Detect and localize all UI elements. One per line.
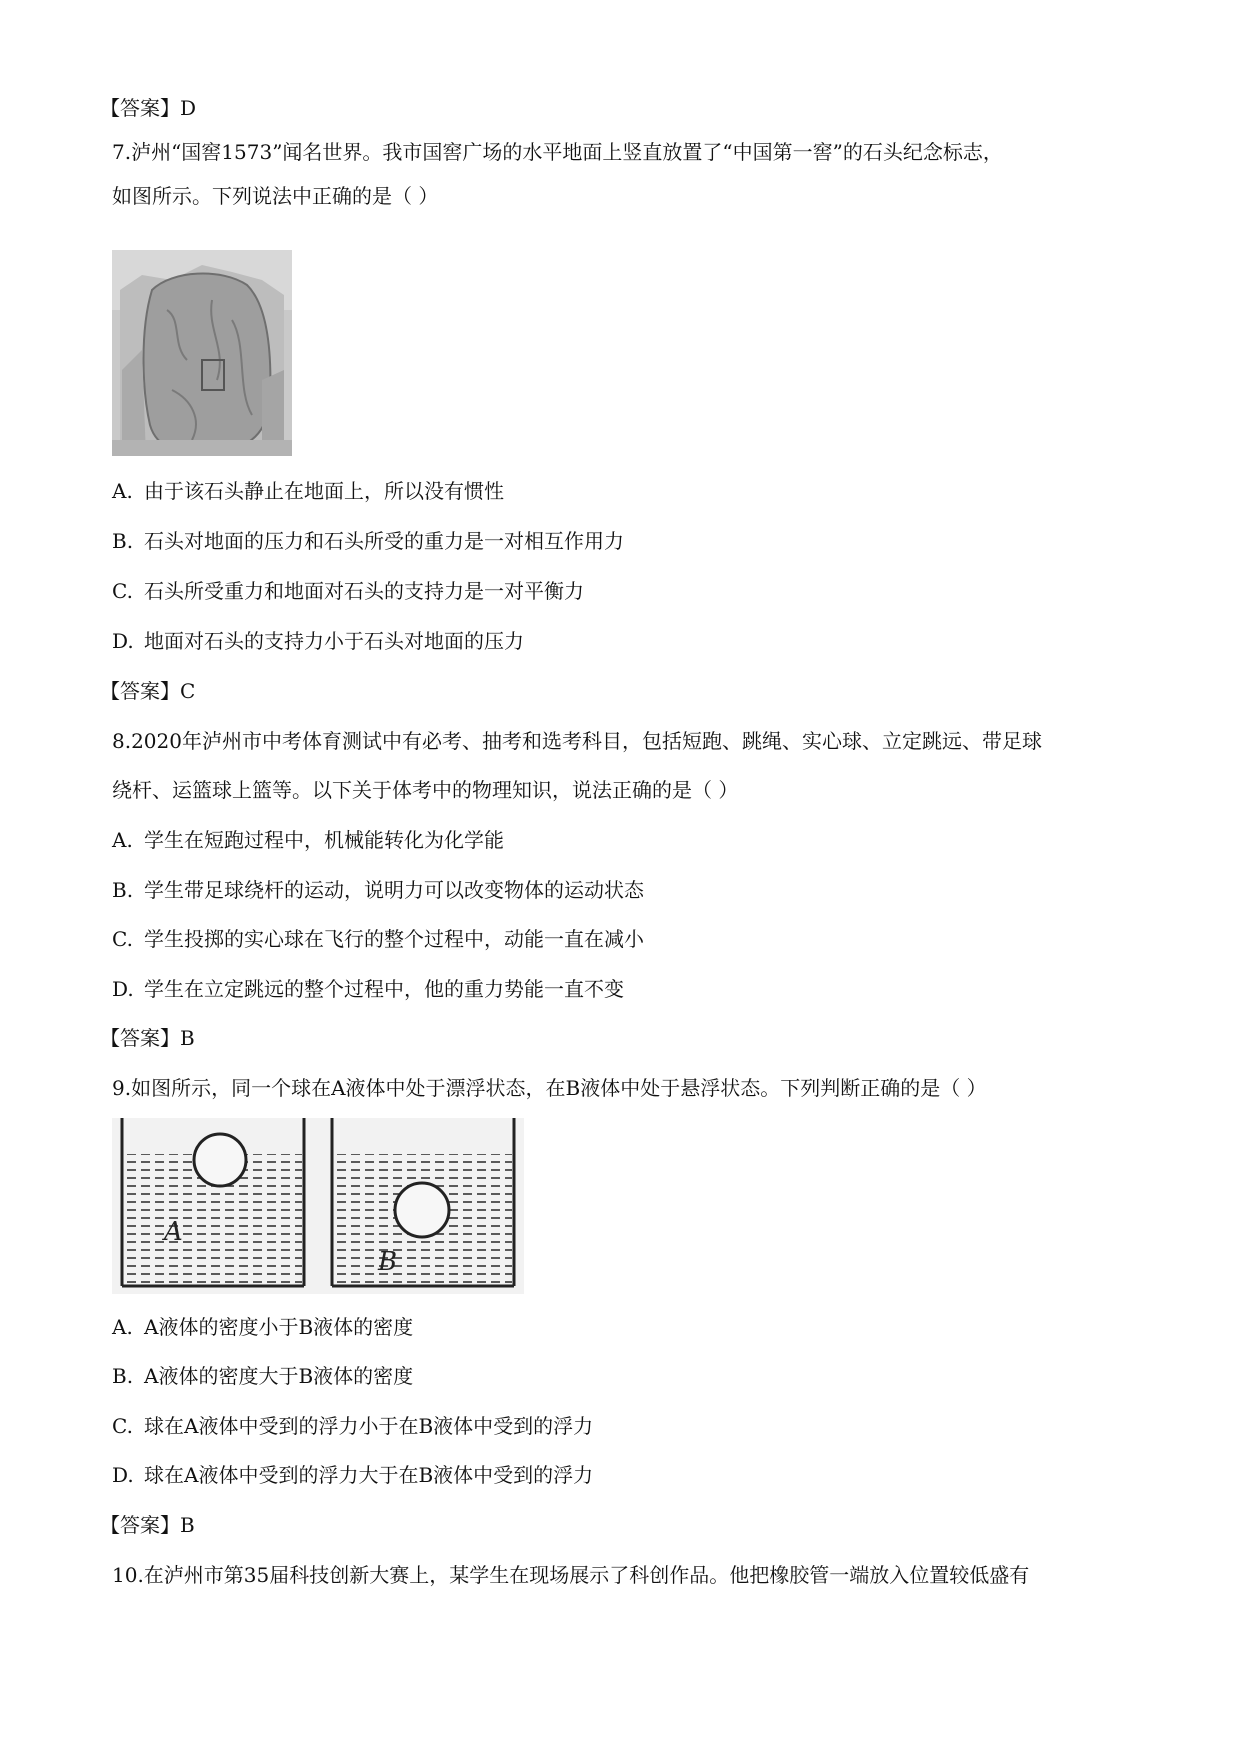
option-label: C.	[112, 1414, 133, 1438]
option-text: 学生投掷的实心球在飞行的整个过程中，动能一直在减小	[144, 927, 644, 951]
option-text: 地面对石头的支持力小于石头对地面的压力	[144, 629, 524, 653]
answer-prefix: 【答案】	[100, 96, 180, 120]
option-text: 学生带足球绕杆的运动，说明力可以改变物体的运动状态	[144, 878, 644, 902]
figure-label-a: A	[164, 1217, 183, 1247]
question-7-option-a[interactable]	[112, 477, 504, 505]
option-text: 石头对地面的压力和石头所受的重力是一对相互作用力	[144, 529, 624, 553]
answer-q8	[100, 1024, 195, 1052]
option-text: 学生在立定跳远的整个过程中，他的重力势能一直不变	[144, 977, 624, 1001]
option-label: A.	[112, 1315, 133, 1339]
stone-monument-figure	[112, 250, 292, 456]
answer-value: C	[180, 679, 196, 703]
question-9-option-b[interactable]	[112, 1362, 413, 1390]
option-label: D.	[112, 629, 134, 653]
option-label: D.	[112, 1463, 134, 1487]
answer-value: B	[180, 1026, 195, 1050]
question-8-option-c[interactable]	[112, 925, 644, 953]
answer-prefix: 【答案】	[100, 1513, 180, 1537]
question-9-option-c[interactable]	[112, 1412, 593, 1440]
option-text: 由于该石头静止在地面上，所以没有惯性	[144, 479, 504, 503]
question-8-option-d[interactable]	[112, 975, 624, 1003]
option-text: 学生在短跑过程中，机械能转化为化学能	[144, 828, 504, 852]
option-text: A液体的密度小于B液体的密度	[144, 1315, 414, 1339]
question-8-option-a[interactable]	[112, 826, 504, 854]
answer-q7	[100, 677, 195, 705]
question-8-line2: 绕杆、运篮球上篮等。以下关于体考中的物理知识，说法正确的是（ ）	[112, 778, 739, 802]
buoyancy-figure	[112, 1118, 524, 1294]
answer-prefix: 【答案】	[100, 679, 180, 703]
question-8-option-b[interactable]	[112, 876, 644, 904]
question-9-option-d[interactable]	[112, 1461, 593, 1489]
answer-value: D	[180, 96, 197, 120]
answer-prefix: 【答案】	[100, 1026, 180, 1050]
question-8-line1: 8.2020年泸州市中考体育测试中有必考、抽考和选考科目，包括短跑、跳绳、实心球、立定跳远、带足球	[112, 729, 1042, 753]
option-label: B.	[112, 878, 134, 902]
question-7-option-b[interactable]	[112, 527, 624, 555]
option-text: 石头所受重力和地面对石头的支持力是一对平衡力	[144, 579, 584, 603]
question-9-option-a[interactable]	[112, 1313, 413, 1341]
question-10-line1: 10.在泸州市第35届科技创新大赛上，某学生在现场展示了科创作品。他把橡胶管一端放入位置较低盛有	[112, 1563, 1030, 1587]
answer-q9	[100, 1511, 195, 1539]
question-7-option-c[interactable]	[112, 577, 584, 605]
option-label: C.	[112, 927, 133, 951]
option-text: A液体的密度大于B液体的密度	[144, 1364, 414, 1388]
question-7-line2: 如图所示。下列说法中正确的是（ ）	[112, 184, 439, 208]
question-9-line1: 9.如图所示，同一个球在A液体中处于漂浮状态，在B液体中处于悬浮状态。下列判断正确的是（ ）	[112, 1076, 987, 1100]
option-label: A.	[112, 479, 133, 503]
figure-label-b: B	[378, 1247, 398, 1277]
option-label: B.	[112, 529, 134, 553]
option-label: A.	[112, 828, 133, 852]
answer-value: B	[180, 1513, 195, 1537]
option-label: B.	[112, 1364, 134, 1388]
question-7-line1: 7.泸州“国窖1573”闻名世界。我市国窖广场的水平地面上竖直放置了“中国第一窖”的石头纪念标志，	[112, 140, 1003, 164]
option-text: 球在A液体中受到的浮力大于在B液体中受到的浮力	[144, 1463, 594, 1487]
option-text: 球在A液体中受到的浮力小于在B液体中受到的浮力	[144, 1414, 594, 1438]
answer-q6	[100, 94, 196, 122]
option-label: C.	[112, 579, 133, 603]
question-7-option-d[interactable]	[112, 627, 524, 655]
option-label: D.	[112, 977, 134, 1001]
